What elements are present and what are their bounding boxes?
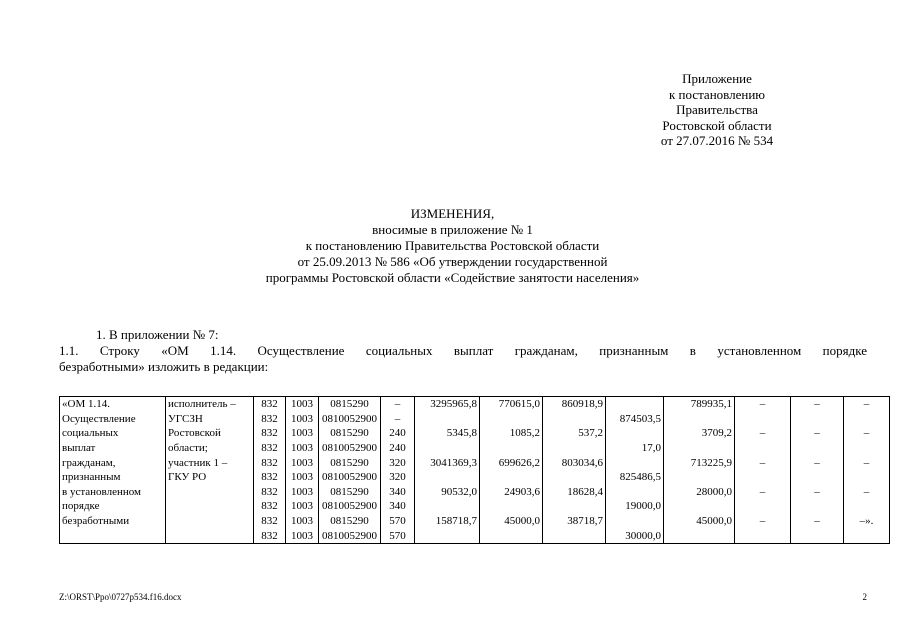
table-cell: 1003: [286, 455, 319, 470]
table-cell: [735, 412, 791, 427]
table-cell: [606, 485, 664, 500]
table-cell: [844, 499, 890, 514]
table-cell: [480, 412, 543, 427]
table-cell: –: [791, 426, 844, 441]
table-cell: 803034,6: [543, 455, 606, 470]
table-cell: [480, 470, 543, 485]
table-cell: [791, 528, 844, 543]
table-cell: социальных: [60, 426, 166, 441]
table-cell: 0815290: [319, 485, 381, 500]
approval-line: от 27.07.2016 № 534: [660, 133, 774, 148]
table-cell: 1003: [286, 485, 319, 500]
table-cell: 713225,9: [664, 455, 735, 470]
table-cell: порядке: [60, 499, 166, 514]
document-heading: [0, 206, 905, 286]
table-cell: [543, 499, 606, 514]
table-cell: 24903,6: [480, 485, 543, 500]
table-cell: [735, 499, 791, 514]
table-cell: [415, 499, 480, 514]
table-cell: 0815290: [319, 397, 381, 412]
table-cell: 789935,1: [664, 397, 735, 412]
table-cell: 1003: [286, 441, 319, 456]
heading-line: к постановлению Правительства Ростовской области: [305, 238, 600, 253]
table-cell: [543, 441, 606, 456]
table-cell: 832: [254, 397, 286, 412]
table-row: [60, 441, 890, 456]
table-cell: 825486,5: [606, 470, 664, 485]
heading-line: программы Ростовской области «Содействие занятости населения»: [265, 270, 640, 285]
heading-title: ИЗМЕНЕНИЯ,: [410, 206, 495, 221]
table-cell: 874503,5: [606, 412, 664, 427]
table-cell: безработными: [60, 514, 166, 529]
table-cell: [166, 485, 254, 500]
file-path: Z:\ORST\Ppo\0727p534.f16.docx: [59, 592, 182, 602]
table-cell: участник 1 –: [166, 455, 254, 470]
table-cell: [664, 528, 735, 543]
heading-line: вносимые в приложение № 1: [372, 222, 533, 237]
changes-table: [59, 396, 890, 544]
table-cell: [664, 470, 735, 485]
paragraph-1-1-continued: безработными» изложить в редакции:: [59, 359, 269, 374]
table-cell: 570: [381, 528, 415, 543]
table-cell: 699626,2: [480, 455, 543, 470]
table-cell: 0810052900: [319, 528, 381, 543]
page-number: 2: [862, 592, 867, 602]
table-cell: –: [381, 397, 415, 412]
table-cell: 1003: [286, 397, 319, 412]
table-cell: –: [735, 455, 791, 470]
table-cell: 5345,8: [415, 426, 480, 441]
table-cell: –: [735, 485, 791, 500]
table-cell: 832: [254, 485, 286, 500]
table-cell: в установленном: [60, 485, 166, 500]
table-cell: [844, 470, 890, 485]
table-cell: –: [791, 514, 844, 529]
approval-line: к постановлению: [668, 86, 766, 102]
table-row: [60, 528, 890, 543]
table-cell: Осуществление: [60, 412, 166, 427]
table-cell: 3041369,3: [415, 455, 480, 470]
table-cell: [415, 528, 480, 543]
table-cell: [606, 514, 664, 529]
table-cell: 832: [254, 514, 286, 529]
table-cell: 0810052900: [319, 470, 381, 485]
table-cell: [791, 412, 844, 427]
table-cell: [543, 470, 606, 485]
table-cell: 0810052900: [319, 441, 381, 456]
table-cell: [844, 412, 890, 427]
heading-line: от 25.09.2013 № 586 «Об утверждении государственной: [297, 254, 608, 269]
table-cell: 45000,0: [480, 514, 543, 529]
table-cell: 832: [254, 441, 286, 456]
table-cell: –: [735, 514, 791, 529]
table-cell: области;: [166, 441, 254, 456]
table-cell: [480, 499, 543, 514]
table-cell: [166, 514, 254, 529]
table-cell: [166, 528, 254, 543]
table-cell: [791, 441, 844, 456]
table-cell: [664, 441, 735, 456]
table-cell: 832: [254, 499, 286, 514]
table-cell: 3295965,8: [415, 397, 480, 412]
table-cell: [480, 528, 543, 543]
table-cell: выплат: [60, 441, 166, 456]
approval-line: Ростовской области: [662, 117, 772, 133]
table-cell: –: [844, 426, 890, 441]
table-cell: 832: [254, 455, 286, 470]
table-cell: 158718,7: [415, 514, 480, 529]
table-cell: гражданам,: [60, 455, 166, 470]
table-cell: исполнитель –: [166, 397, 254, 412]
table-cell: УГСЗН: [166, 412, 254, 427]
table-cell: 1003: [286, 470, 319, 485]
table-cell: 537,2: [543, 426, 606, 441]
table-cell: [60, 528, 166, 543]
table-cell: 320: [381, 455, 415, 470]
table-cell: 832: [254, 426, 286, 441]
table-cell: 860918,9: [543, 397, 606, 412]
table-cell: [415, 412, 480, 427]
table-cell: 1003: [286, 412, 319, 427]
table-cell: [735, 528, 791, 543]
table-cell: [543, 528, 606, 543]
table-cell: 0810052900: [319, 412, 381, 427]
table-cell: [664, 412, 735, 427]
table-row: [60, 455, 890, 470]
table-cell: [415, 441, 480, 456]
table-cell: 340: [381, 485, 415, 500]
table-cell: [735, 441, 791, 456]
table-cell: 18628,4: [543, 485, 606, 500]
table-cell: –: [735, 426, 791, 441]
table-cell: –: [844, 397, 890, 412]
table-cell: [791, 499, 844, 514]
table-cell: 0815290: [319, 426, 381, 441]
table-cell: –: [844, 455, 890, 470]
table-cell: 38718,7: [543, 514, 606, 529]
table-cell: 832: [254, 412, 286, 427]
table-cell: –: [791, 485, 844, 500]
paragraph-1-1: 1.1. Строку «ОМ 1.14. Осуществление социальных выплат гражданам, признанным в установленном порядке: [59, 343, 867, 358]
table-cell: [844, 528, 890, 543]
table-cell: 340: [381, 499, 415, 514]
table-cell: 1003: [286, 426, 319, 441]
table-cell: 45000,0: [664, 514, 735, 529]
table-row: [60, 485, 890, 500]
table-cell: –: [381, 412, 415, 427]
table-cell: [606, 455, 664, 470]
approval-block: [617, 71, 817, 149]
table-cell: [791, 470, 844, 485]
table-cell: –».: [844, 514, 890, 529]
table-cell: [664, 499, 735, 514]
table-cell: 240: [381, 426, 415, 441]
table-row: [60, 514, 890, 529]
table-cell: 832: [254, 528, 286, 543]
table-cell: [844, 441, 890, 456]
table-cell: 770615,0: [480, 397, 543, 412]
table-cell: [166, 499, 254, 514]
table-cell: –: [791, 455, 844, 470]
table-cell: [606, 426, 664, 441]
table-cell: 1003: [286, 528, 319, 543]
table-row: [60, 412, 890, 427]
table-cell: 570: [381, 514, 415, 529]
table-cell: 28000,0: [664, 485, 735, 500]
table-cell: «ОМ 1.14.: [60, 397, 166, 412]
table-cell: 1003: [286, 499, 319, 514]
table-cell: [543, 412, 606, 427]
table-cell: –: [735, 397, 791, 412]
table-cell: 30000,0: [606, 528, 664, 543]
approval-line: Приложение: [682, 71, 752, 86]
table-cell: 240: [381, 441, 415, 456]
table-cell: ГКУ РО: [166, 470, 254, 485]
table-cell: 832: [254, 470, 286, 485]
table-cell: 3709,2: [664, 426, 735, 441]
table-row: [60, 470, 890, 485]
approval-line: Правительства: [676, 102, 758, 117]
table-cell: 0815290: [319, 455, 381, 470]
table-cell: признанным: [60, 470, 166, 485]
table-cell: Ростовской: [166, 426, 254, 441]
table-cell: [415, 470, 480, 485]
table-row: [60, 397, 890, 412]
table-row: [60, 426, 890, 441]
table-cell: 0815290: [319, 514, 381, 529]
table-cell: [606, 397, 664, 412]
table-cell: 320: [381, 470, 415, 485]
table-cell: 1085,2: [480, 426, 543, 441]
table-cell: 19000,0: [606, 499, 664, 514]
table-cell: [480, 441, 543, 456]
table-cell: 1003: [286, 514, 319, 529]
table-cell: 90532,0: [415, 485, 480, 500]
table-cell: 0810052900: [319, 499, 381, 514]
paragraph-1: 1. В приложении № 7:: [96, 327, 219, 342]
table-row: [60, 499, 890, 514]
table-cell: –: [791, 397, 844, 412]
table-cell: [735, 470, 791, 485]
table-cell: 17,0: [606, 441, 664, 456]
table-cell: –: [844, 485, 890, 500]
